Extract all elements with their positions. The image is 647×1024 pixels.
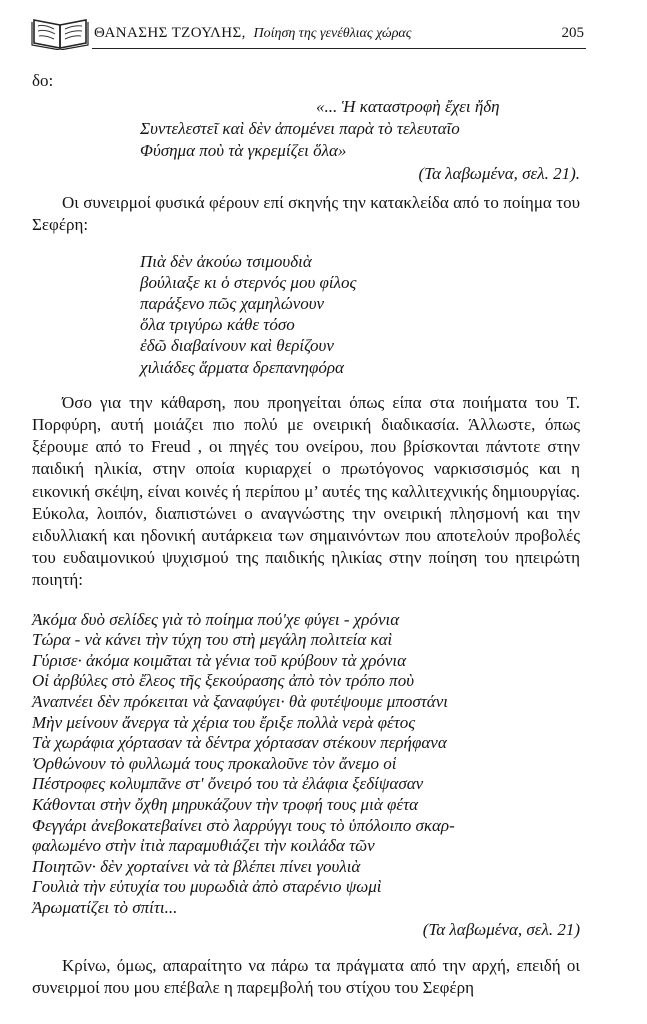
quote-line: φαλωμένο στὴν ἰτιὰ παραμυθιάζει τὴν κοιλάδα τῶν	[32, 836, 375, 856]
quote-line: Τὰ χωράφια χόρτασαν τὰ δέντρα χόρτασαν στέκουν περήφανα	[32, 733, 447, 753]
poem-quote-1	[32, 96, 580, 162]
quote-line: Ἀκόμα δυὸ σελίδες γιὰ τὸ ποίημα πού'χε φύγει - χρόνια	[32, 609, 400, 629]
paragraph-2: Όσο για την κάθαρση, που προηγείται όπως είπα στα ποιήματα του Τ. Πορφύρη, αυτή μοιάζει πιο πολύ με ονειρική διαδικασία. Άλλωστε, όπως ξέρουμε από το Freud , οι πηγές του ονείρου, που βρίσκονται πάντοτε στην παιδική ηλικία, στην οποία κυριαρχεί ο πρωτόγονος ναρκισσισμός και η εικονική σκέψη, είναι κοινές ή περίπου μ’ αυτές της καλλιτεχνικής δημιουργίας. Εύκολα, λοιπόν, διαπιστώνει ο αναγνώστης την ονειρική πλησμονή και την ειδυλλιακή και ηδονική αυτάρκεια των σημαινόντων που αποτελούν προβολές του ευδαιμονικού ψυχισμού της παιδικής ηλικίας στην ποίηση του ηπειρώτη ποιητή:	[32, 392, 580, 590]
header-text	[94, 25, 411, 42]
quote-line: Τώρα - νὰ κάνει τὴν τύχη του στὴ μεγάλη πολιτεία καὶ	[32, 630, 393, 650]
opening-fragment: δο:	[32, 71, 54, 90]
quote-line: Ἀρωματίζει τὸ σπίτι...	[32, 897, 178, 917]
quote-line: Πέστροφες κολυμπᾶνε στ' ὄνειρό του τὰ ἐλάφια ξεδίψασαν	[32, 774, 424, 794]
quote-line: Κάθονται στὴν ὄχθη μηρυκάζουν τὴν τροφή τους μιὰ φέτα	[32, 795, 419, 814]
open-book-icon	[30, 12, 92, 50]
quote-line: Οἱ ἀρβύλες στὸ ἔλεος τῆς ξεκούρασης ἀπὸ τὸν τρόπο ποὺ	[32, 671, 414, 691]
page-number: 205	[561, 25, 584, 41]
quote-line: Μὴν μείνουν ἄνεργα τὰ χέρια του ἔριξε πολλὰ νερὰ φέτος	[32, 712, 416, 732]
header-author: ΘΑΝΑΣΗΣ ΤΖΟΥΛΗΣ,	[94, 25, 246, 41]
quote-line: ἐδῶ διαβαίνουν καὶ θερίζουν	[140, 336, 334, 356]
running-header	[30, 12, 590, 52]
quote-line: Πιὰ δὲν ἀκούω τσιμουδιὰ	[140, 251, 312, 271]
quote-line: Γύρισε· ἀκόμα κοιμᾶται τὰ γένια τοῦ κρύβουν τὰ χρόνια	[32, 650, 407, 670]
page-content	[32, 70, 580, 999]
quote-line: ὅλα τριγύρω κάθε τόσο	[140, 315, 295, 335]
paragraph-3: Κρίνω, όμως, απαραίτητο να πάρω τα πράγματα από την αρχή, επειδή οι συνειρμοί που μου επέβαλε η παρεμβολή του στίχου του Σεφέρη	[32, 955, 580, 997]
poem-quote-2	[32, 251, 580, 378]
quote-line: Ὀρθώνουν τὸ φυλλωμά τους προκαλοῦνε τὸν ἄνεμο οἱ	[32, 753, 397, 773]
quote-line: «... Ἡ καταστροφὴ ἔχει ἤδη	[316, 97, 500, 117]
citation-2: (Τα λαβωμένα, σελ. 21)	[422, 919, 580, 939]
quote-line: Ποιητῶν· δὲν χορταίνει νὰ τὰ βλέπει πίνει γουλιὰ	[32, 856, 361, 876]
poem-quote-3	[32, 610, 580, 919]
header-rule	[92, 48, 586, 49]
quote-line: Ἀναπνέει δὲν πρόκειται νὰ ξαναφύγει· θὰ φυτέψουμε μποστάνι	[32, 692, 448, 712]
quote-line: παράξενο πῶς χαμηλώνουν	[140, 294, 325, 314]
quote-line: Φύσημα ποὺ τὰ γκρεμίζει ὅλα»	[140, 141, 347, 161]
quote-line: χιλιάδες ἅρματα δρεπανηφόρα	[140, 357, 344, 377]
quote-line: Φεγγάρι ἀνεβοκατεβαίνει στὸ λαρρύγγι τους τὸ ὑπόλοιπο σκαρ-	[32, 815, 455, 835]
quote-line: Γουλιὰ τὴν εὐτυχία του μυρωδιὰ ἀπὸ σταρένιο ψωμὶ	[32, 877, 382, 897]
quote-line: βούλιαξε κι ὁ στερνός μου φίλος	[140, 272, 357, 292]
citation-1: (Τα λαβωμένα, σελ. 21).	[418, 164, 580, 184]
paragraph-1: Οι συνειρμοί φυσικά φέρουν επί σκηνής την κατακλείδα από το ποίημα του Σεφέρη:	[32, 193, 580, 235]
header-book-title: Ποίηση της γενέθλιας χώρας	[253, 26, 412, 41]
quote-line: Συντελεστεῖ καὶ δὲν ἀπομένει παρὰ τὸ τελευταῖο	[140, 119, 460, 139]
